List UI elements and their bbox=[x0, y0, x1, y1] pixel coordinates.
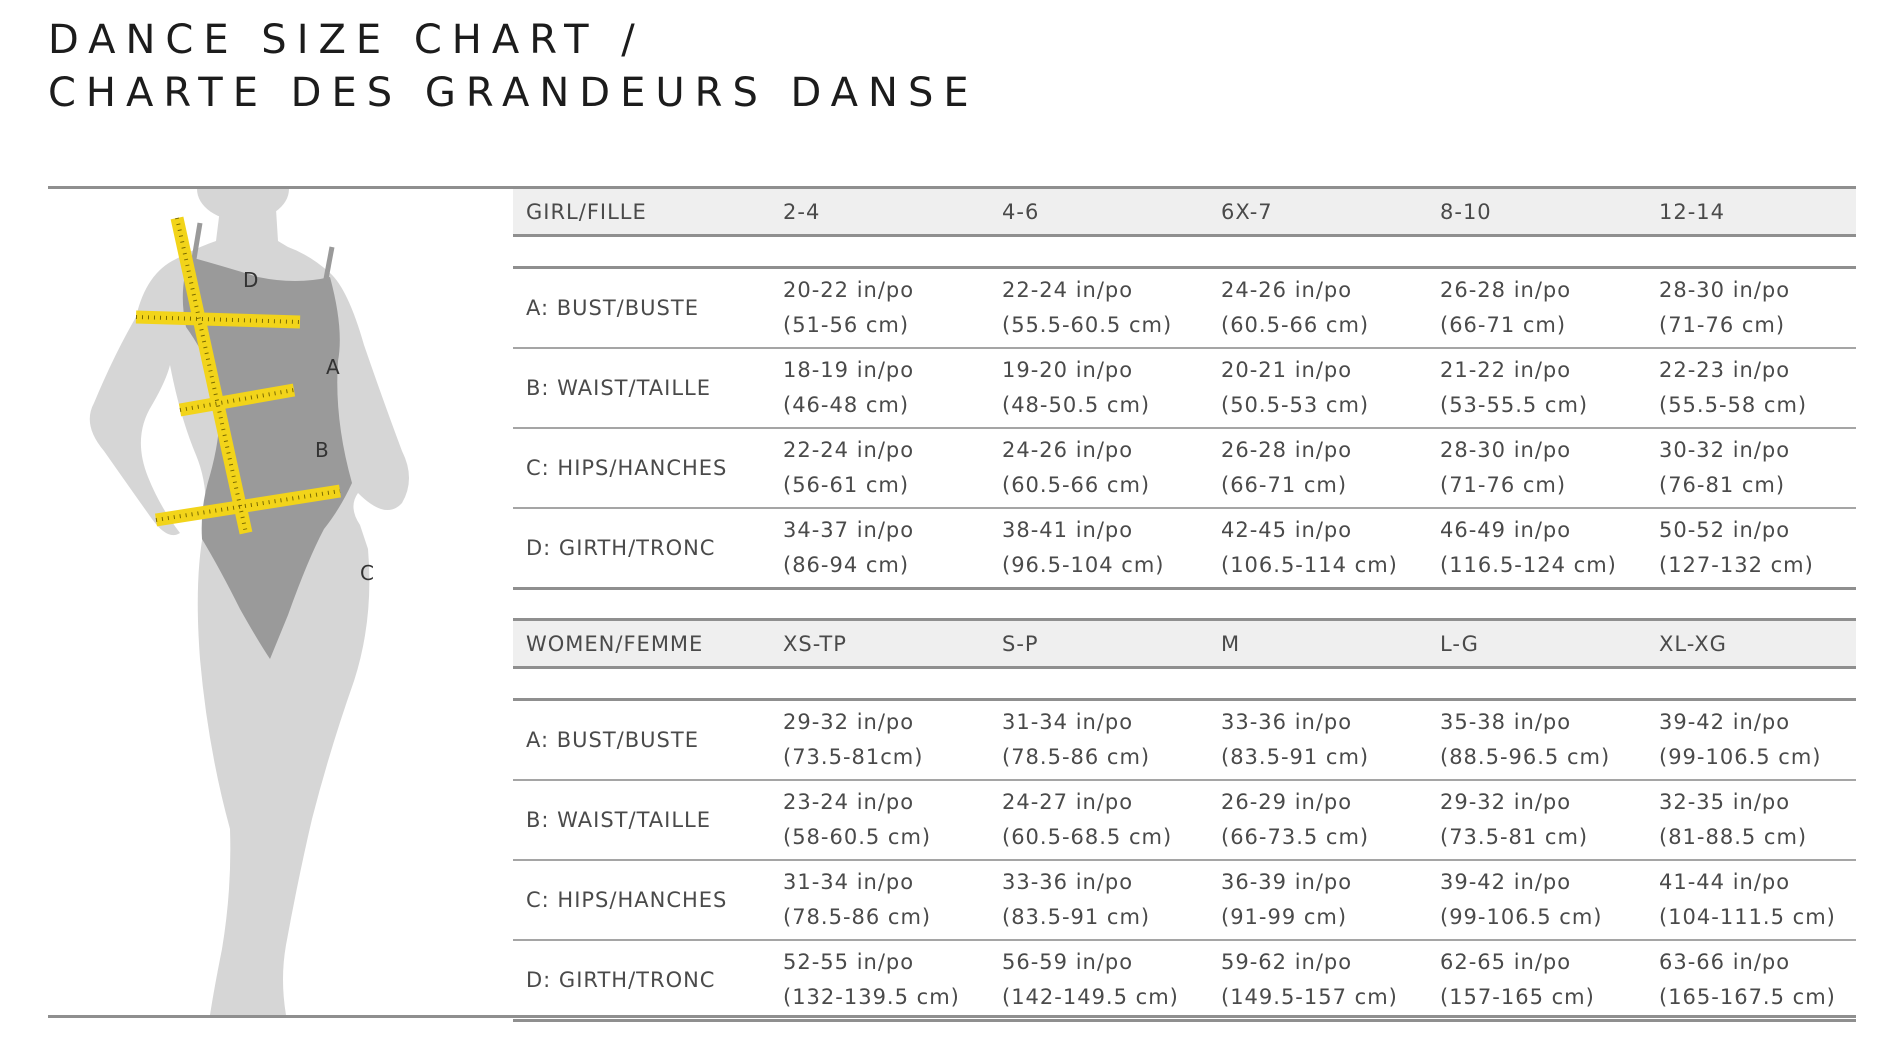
measurement-cell bbox=[989, 700, 1208, 781]
inches-value: 38-41 in/po bbox=[1002, 518, 1134, 542]
size-header: M bbox=[1208, 620, 1427, 668]
inches-value: 62-65 in/po bbox=[1440, 950, 1572, 974]
size-header: S-P bbox=[989, 620, 1208, 668]
inches-value: 20-21 in/po bbox=[1221, 358, 1353, 382]
inches-value: 31-34 in/po bbox=[783, 870, 915, 894]
cm-value: (53-55.5 cm) bbox=[1440, 393, 1589, 417]
cm-value: (60.5-66 cm) bbox=[1221, 313, 1370, 337]
title-line-1: DANCE SIZE CHART / bbox=[48, 17, 645, 63]
measurement-cell bbox=[1646, 780, 1856, 860]
measurement-cell bbox=[1646, 940, 1856, 1021]
cm-value: (96.5-104 cm) bbox=[1002, 553, 1165, 577]
cm-value: (81-88.5 cm) bbox=[1659, 825, 1808, 849]
cm-value: (46-48 cm) bbox=[783, 393, 910, 417]
cm-value: (55.5-60.5 cm) bbox=[1002, 313, 1173, 337]
measurement-cell bbox=[989, 860, 1208, 940]
cm-value: (60.5-68.5 cm) bbox=[1002, 825, 1173, 849]
measurement-cell bbox=[989, 780, 1208, 860]
inches-value: 39-42 in/po bbox=[1440, 870, 1572, 894]
measurement-cell bbox=[770, 780, 989, 860]
cm-value: (106.5-114 cm) bbox=[1221, 553, 1398, 577]
cm-value: (55.5-58 cm) bbox=[1659, 393, 1808, 417]
measurement-cell bbox=[1208, 860, 1427, 940]
row-label: B: WAIST/TAILLE bbox=[513, 348, 770, 428]
cm-value: (73.5-81 cm) bbox=[1440, 825, 1589, 849]
inches-value: 26-29 in/po bbox=[1221, 790, 1353, 814]
inches-value: 28-30 in/po bbox=[1659, 278, 1791, 302]
size-header: 8-10 bbox=[1427, 188, 1646, 236]
size-table bbox=[513, 186, 1856, 1022]
measurement-cell bbox=[989, 508, 1208, 589]
measurement-cell bbox=[1646, 268, 1856, 349]
cm-value: (83.5-91 cm) bbox=[1002, 905, 1151, 929]
cm-value: (104-111.5 cm) bbox=[1659, 905, 1836, 929]
inches-value: 29-32 in/po bbox=[783, 710, 915, 734]
inches-value: 31-34 in/po bbox=[1002, 710, 1134, 734]
row-label: A: BUST/BUSTE bbox=[513, 700, 770, 781]
measurement-cell bbox=[1208, 940, 1427, 1021]
label-b: B bbox=[315, 438, 329, 462]
measurement-cell bbox=[770, 940, 989, 1021]
cm-value: (149.5-157 cm) bbox=[1221, 985, 1398, 1009]
cm-value: (116.5-124 cm) bbox=[1440, 553, 1617, 577]
size-header: XS-TP bbox=[770, 620, 989, 668]
inches-value: 39-42 in/po bbox=[1659, 710, 1791, 734]
inches-value: 20-22 in/po bbox=[783, 278, 915, 302]
cm-value: (71-76 cm) bbox=[1440, 473, 1567, 497]
women-header-row bbox=[513, 620, 1856, 668]
gap-row bbox=[513, 589, 1856, 620]
inches-value: 42-45 in/po bbox=[1221, 518, 1353, 542]
row-label: C: HIPS/HANCHES bbox=[513, 860, 770, 940]
measurement-cell bbox=[1208, 700, 1427, 781]
cm-value: (66-71 cm) bbox=[1221, 473, 1348, 497]
measurement-cell bbox=[1646, 348, 1856, 428]
measurement-cell bbox=[770, 428, 989, 508]
cm-value: (127-132 cm) bbox=[1659, 553, 1814, 577]
measurement-cell bbox=[1427, 860, 1646, 940]
measurement-cell bbox=[1646, 860, 1856, 940]
table-row bbox=[513, 268, 1856, 349]
measurement-cell bbox=[1208, 428, 1427, 508]
measurement-cell bbox=[1427, 428, 1646, 508]
inches-value: 33-36 in/po bbox=[1221, 710, 1353, 734]
label-d: D bbox=[243, 268, 259, 292]
inches-value: 52-55 in/po bbox=[783, 950, 915, 974]
measurement-cell bbox=[1427, 940, 1646, 1021]
measurement-cell bbox=[1646, 508, 1856, 589]
spacer-row bbox=[513, 236, 1856, 268]
title-line-2: CHARTE DES GRANDEURS DANSE bbox=[48, 70, 979, 116]
inches-value: 21-22 in/po bbox=[1440, 358, 1572, 382]
size-header: 4-6 bbox=[989, 188, 1208, 236]
inches-value: 18-19 in/po bbox=[783, 358, 915, 382]
table-row bbox=[513, 348, 1856, 428]
girl-header-label: GIRL/FILLE bbox=[513, 188, 770, 236]
measurement-cell bbox=[1208, 348, 1427, 428]
cm-value: (60.5-66 cm) bbox=[1002, 473, 1151, 497]
table-row bbox=[513, 940, 1856, 1021]
inches-value: 59-62 in/po bbox=[1221, 950, 1353, 974]
measurement-cell bbox=[770, 860, 989, 940]
cm-value: (132-139.5 cm) bbox=[783, 985, 960, 1009]
measurement-cell bbox=[989, 268, 1208, 349]
cm-value: (78.5-86 cm) bbox=[1002, 745, 1151, 769]
women-header-label: WOMEN/FEMME bbox=[513, 620, 770, 668]
measurement-cell bbox=[770, 348, 989, 428]
measurement-cell bbox=[1427, 780, 1646, 860]
cm-value: (56-61 cm) bbox=[783, 473, 910, 497]
size-header: XL-XG bbox=[1646, 620, 1856, 668]
inches-value: 41-44 in/po bbox=[1659, 870, 1791, 894]
row-label: D: GIRTH/TRONC bbox=[513, 940, 770, 1021]
inches-value: 19-20 in/po bbox=[1002, 358, 1134, 382]
inches-value: 22-23 in/po bbox=[1659, 358, 1791, 382]
measurement-illustration bbox=[48, 189, 503, 1015]
label-c: C bbox=[360, 561, 374, 585]
inches-value: 46-49 in/po bbox=[1440, 518, 1572, 542]
inches-value: 56-59 in/po bbox=[1002, 950, 1134, 974]
size-header: 6X-7 bbox=[1208, 188, 1427, 236]
cm-value: (88.5-96.5 cm) bbox=[1440, 745, 1611, 769]
inches-value: 22-24 in/po bbox=[783, 438, 915, 462]
inches-value: 32-35 in/po bbox=[1659, 790, 1791, 814]
table-row bbox=[513, 860, 1856, 940]
measurement-cell bbox=[1646, 700, 1856, 781]
inches-value: 29-32 in/po bbox=[1440, 790, 1572, 814]
cm-value: (91-99 cm) bbox=[1221, 905, 1348, 929]
measurement-cell bbox=[1208, 508, 1427, 589]
measurement-cell bbox=[770, 508, 989, 589]
inches-value: 28-30 in/po bbox=[1440, 438, 1572, 462]
measurement-cell bbox=[1427, 700, 1646, 781]
cm-value: (66-71 cm) bbox=[1440, 313, 1567, 337]
measurement-cell bbox=[1427, 348, 1646, 428]
inches-value: 63-66 in/po bbox=[1659, 950, 1791, 974]
measurement-cell bbox=[989, 940, 1208, 1021]
row-label: D: GIRTH/TRONC bbox=[513, 508, 770, 589]
measurement-cell bbox=[989, 428, 1208, 508]
cm-value: (73.5-81cm) bbox=[783, 745, 924, 769]
row-label: B: WAIST/TAILLE bbox=[513, 780, 770, 860]
measurement-cell bbox=[1208, 780, 1427, 860]
cm-value: (99-106.5 cm) bbox=[1440, 905, 1603, 929]
inches-value: 35-38 in/po bbox=[1440, 710, 1572, 734]
inches-value: 33-36 in/po bbox=[1002, 870, 1134, 894]
measurement-cell bbox=[989, 348, 1208, 428]
label-a: A bbox=[326, 355, 340, 379]
measurement-cell bbox=[1646, 428, 1856, 508]
inches-value: 24-26 in/po bbox=[1221, 278, 1353, 302]
cm-value: (142-149.5 cm) bbox=[1002, 985, 1179, 1009]
row-label: A: BUST/BUSTE bbox=[513, 268, 770, 349]
size-header: 2-4 bbox=[770, 188, 989, 236]
cm-value: (86-94 cm) bbox=[783, 553, 910, 577]
measurement-cell bbox=[1427, 508, 1646, 589]
table-row bbox=[513, 780, 1856, 860]
table-row bbox=[513, 428, 1856, 508]
inches-value: 24-26 in/po bbox=[1002, 438, 1134, 462]
inches-value: 50-52 in/po bbox=[1659, 518, 1791, 542]
cm-value: (83.5-91 cm) bbox=[1221, 745, 1370, 769]
cm-value: (48-50.5 cm) bbox=[1002, 393, 1151, 417]
inches-value: 23-24 in/po bbox=[783, 790, 915, 814]
spacer-row bbox=[513, 668, 1856, 700]
cm-value: (165-167.5 cm) bbox=[1659, 985, 1836, 1009]
cm-value: (157-165 cm) bbox=[1440, 985, 1595, 1009]
measurement-cell bbox=[770, 268, 989, 349]
table-row bbox=[513, 700, 1856, 781]
inches-value: 34-37 in/po bbox=[783, 518, 915, 542]
inches-value: 30-32 in/po bbox=[1659, 438, 1791, 462]
cm-value: (76-81 cm) bbox=[1659, 473, 1786, 497]
measurement-cell bbox=[1208, 268, 1427, 349]
measurement-cell bbox=[770, 700, 989, 781]
body-measurement-figure bbox=[48, 189, 503, 1015]
measurement-cell bbox=[1427, 268, 1646, 349]
bottom-rule bbox=[48, 1015, 1856, 1018]
inches-value: 26-28 in/po bbox=[1440, 278, 1572, 302]
cm-value: (50.5-53 cm) bbox=[1221, 393, 1370, 417]
cm-value: (58-60.5 cm) bbox=[783, 825, 932, 849]
inches-value: 22-24 in/po bbox=[1002, 278, 1134, 302]
cm-value: (78.5-86 cm) bbox=[783, 905, 932, 929]
size-header: L-G bbox=[1427, 620, 1646, 668]
girl-header-row bbox=[513, 188, 1856, 236]
row-label: C: HIPS/HANCHES bbox=[513, 428, 770, 508]
cm-value: (51-56 cm) bbox=[783, 313, 910, 337]
page-title bbox=[48, 14, 979, 120]
size-header: 12-14 bbox=[1646, 188, 1856, 236]
cm-value: (99-106.5 cm) bbox=[1659, 745, 1822, 769]
cm-value: (71-76 cm) bbox=[1659, 313, 1786, 337]
inches-value: 26-28 in/po bbox=[1221, 438, 1353, 462]
inches-value: 36-39 in/po bbox=[1221, 870, 1353, 894]
table-row bbox=[513, 508, 1856, 589]
inches-value: 24-27 in/po bbox=[1002, 790, 1134, 814]
cm-value: (66-73.5 cm) bbox=[1221, 825, 1370, 849]
